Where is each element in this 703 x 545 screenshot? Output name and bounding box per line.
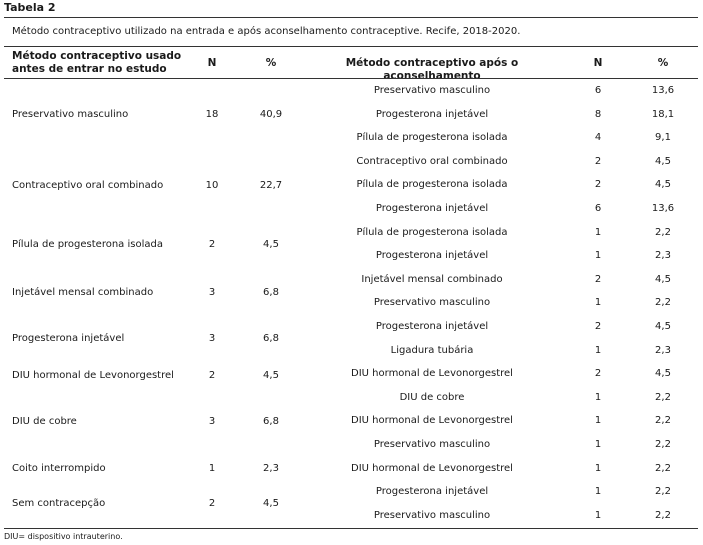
header-bottom-rule xyxy=(4,78,698,79)
after-pct-cell: 9,1 xyxy=(655,132,671,143)
header-after-n: N xyxy=(593,57,603,69)
after-n-cell: 4 xyxy=(594,132,602,143)
header-after-pct: % xyxy=(657,57,669,69)
before-pct-cell: 4,5 xyxy=(263,498,279,509)
after-pct-cell: 4,5 xyxy=(655,179,671,190)
header-top-rule xyxy=(4,46,698,47)
after-n-cell: 6 xyxy=(594,85,602,96)
before-n-cell: 2 xyxy=(208,370,216,381)
header-before-method: Método contraceptivo usado antes de entrar no estudo xyxy=(12,50,182,75)
after-method-cell: Pílula de progesterona isolada xyxy=(356,132,508,143)
before-pct-cell: 4,5 xyxy=(263,370,279,381)
after-method-cell: Preservativo masculino xyxy=(373,85,491,96)
after-method-cell: Preservativo masculino xyxy=(373,439,491,450)
after-n-cell: 1 xyxy=(594,463,602,474)
before-method-cell: Pílula de progesterona isolada xyxy=(12,239,163,250)
before-method-cell: Sem contracepção xyxy=(12,498,106,509)
after-method-cell: Preservativo masculino xyxy=(373,297,491,308)
after-pct-cell: 4,5 xyxy=(655,156,671,167)
after-method-cell: Progesterona injetável xyxy=(375,321,489,332)
after-pct-cell: 2,2 xyxy=(655,392,671,403)
before-pct-cell: 4,5 xyxy=(263,239,279,250)
after-method-cell: Ligadura tubária xyxy=(390,345,474,356)
after-method-cell: DIU hormonal de Levonorgestrel xyxy=(351,415,513,426)
after-method-cell: Contraceptivo oral combinado xyxy=(356,156,508,167)
after-method-cell: Progesterona injetável xyxy=(375,203,489,214)
after-method-cell: Progesterona injetável xyxy=(375,109,489,120)
before-pct-cell: 6,8 xyxy=(263,287,279,298)
after-n-cell: 1 xyxy=(594,392,602,403)
after-pct-cell: 2,2 xyxy=(655,227,671,238)
after-pct-cell: 2,2 xyxy=(655,297,671,308)
before-pct-cell: 6,8 xyxy=(263,333,279,344)
before-method-cell: Contraceptivo oral combinado xyxy=(12,180,164,191)
before-method-cell: Progesterona injetável xyxy=(12,333,125,344)
before-pct-cell: 40,9 xyxy=(259,109,283,120)
after-method-cell: Progesterona injetável xyxy=(375,486,489,497)
after-method-cell: Injetável mensal combinado xyxy=(361,274,503,285)
after-pct-cell: 13,6 xyxy=(651,85,675,96)
after-n-cell: 1 xyxy=(594,250,602,261)
after-n-cell: 2 xyxy=(594,321,602,332)
table-caption: Método contraceptivo utilizado na entrada e após aconselhamento contraceptive. Recife, 2018-2020. xyxy=(12,26,521,37)
before-n-cell: 1 xyxy=(208,463,216,474)
after-n-cell: 2 xyxy=(594,179,602,190)
after-n-cell: 6 xyxy=(594,203,602,214)
before-method-cell: Preservativo masculino xyxy=(12,109,129,120)
before-n-cell: 2 xyxy=(208,498,216,509)
after-pct-cell: 2,2 xyxy=(655,486,671,497)
before-n-cell: 10 xyxy=(205,180,219,191)
before-n-cell: 3 xyxy=(208,287,216,298)
after-pct-cell: 4,5 xyxy=(655,321,671,332)
header-after-method: Método contraceptivo após o aconselhamento xyxy=(345,57,519,82)
table-bottom-rule xyxy=(4,528,698,529)
after-n-cell: 2 xyxy=(594,368,602,379)
after-pct-cell: 4,5 xyxy=(655,274,671,285)
after-n-cell: 1 xyxy=(594,227,602,238)
after-method-cell: Pílula de progesterona isolada xyxy=(356,179,508,190)
after-n-cell: 2 xyxy=(594,156,602,167)
before-n-cell: 2 xyxy=(208,239,216,250)
after-method-cell: DIU hormonal de Levonorgestrel xyxy=(351,463,513,474)
after-method-cell: DIU hormonal de Levonorgestrel xyxy=(351,368,513,379)
top-rule xyxy=(4,17,698,18)
after-pct-cell: 2,2 xyxy=(655,439,671,450)
after-n-cell: 8 xyxy=(594,109,602,120)
after-pct-cell: 2,3 xyxy=(655,345,671,356)
before-pct-cell: 2,3 xyxy=(263,463,279,474)
after-method-cell: Preservativo masculino xyxy=(373,510,491,521)
before-method-cell: DIU de cobre xyxy=(12,416,77,427)
before-pct-cell: 6,8 xyxy=(263,416,279,427)
after-n-cell: 2 xyxy=(594,274,602,285)
after-n-cell: 1 xyxy=(594,439,602,450)
after-method-cell: Progesterona injetável xyxy=(375,250,489,261)
after-pct-cell: 2,2 xyxy=(655,463,671,474)
before-method-cell: Injetável mensal combinado xyxy=(12,287,154,298)
after-method-cell: Pílula de progesterona isolada xyxy=(356,227,508,238)
after-pct-cell: 18,1 xyxy=(651,109,675,120)
before-n-cell: 18 xyxy=(205,109,219,120)
after-pct-cell: 2,2 xyxy=(655,510,671,521)
before-n-cell: 3 xyxy=(208,416,216,427)
after-n-cell: 1 xyxy=(594,297,602,308)
after-pct-cell: 13,6 xyxy=(651,203,675,214)
after-n-cell: 1 xyxy=(594,486,602,497)
after-method-cell: DIU de cobre xyxy=(399,392,465,403)
before-method-cell: Coito interrompido xyxy=(12,463,106,474)
before-n-cell: 3 xyxy=(208,333,216,344)
before-pct-cell: 22,7 xyxy=(259,180,283,191)
header-before-n: N xyxy=(207,57,217,69)
after-n-cell: 1 xyxy=(594,415,602,426)
header-before-pct: % xyxy=(265,57,277,69)
after-n-cell: 1 xyxy=(594,345,602,356)
before-method-cell: DIU hormonal de Levonorgestrel xyxy=(12,370,174,381)
table-label: Tabela 2 xyxy=(4,1,56,14)
after-pct-cell: 2,2 xyxy=(655,415,671,426)
after-pct-cell: 4,5 xyxy=(655,368,671,379)
after-pct-cell: 2,3 xyxy=(655,250,671,261)
after-n-cell: 1 xyxy=(594,510,602,521)
table-footnote: DIU= dispositivo intrauterino. xyxy=(4,532,123,541)
